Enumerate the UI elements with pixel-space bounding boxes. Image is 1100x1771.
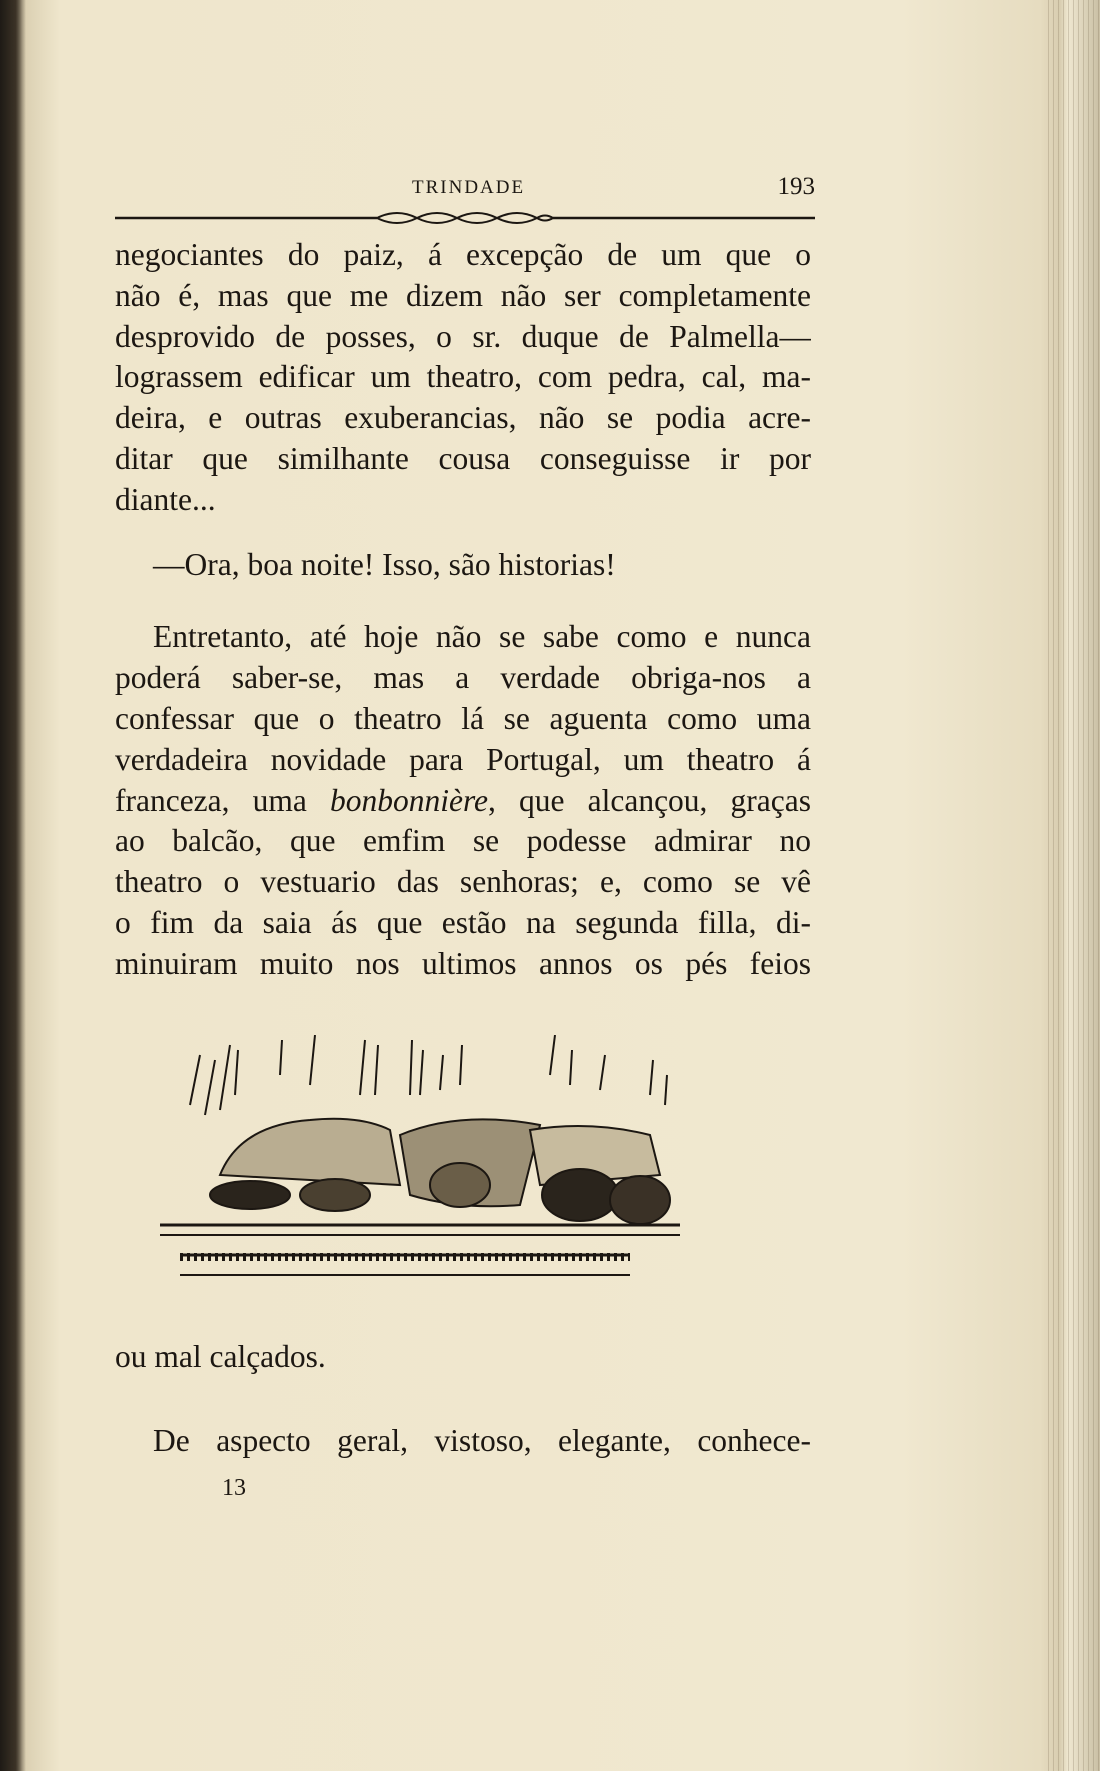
text-line: ou mal calçados. bbox=[115, 1339, 326, 1374]
text-line bbox=[115, 781, 811, 822]
text-line: o fim da saia ás que estão na segunda filla, di- bbox=[115, 904, 811, 940]
paragraph-gap bbox=[115, 521, 811, 545]
text-line: desprovido de posses, o sr. duque de Palmella— bbox=[115, 318, 811, 354]
italic-word: bonbonnière bbox=[329, 782, 489, 818]
text-line: verdadeira novidade para Portugal, um theatro á bbox=[115, 741, 811, 777]
page-number: 193 bbox=[777, 173, 815, 200]
ornamental-rule bbox=[115, 208, 815, 232]
engraving-illustration bbox=[160, 1035, 770, 1325]
text-line: poderá saber-se, mas a verdade obriga-nos a bbox=[115, 660, 811, 696]
text-line: lograssem edificar um theatro, com pedra, cal, ma- bbox=[115, 359, 811, 395]
signature-mark: 13 bbox=[222, 1475, 246, 1501]
text-line: minuiram muito nos ultimos annos os pés feios bbox=[115, 945, 811, 981]
text-line: ditar que similhante cousa conseguisse ir por bbox=[115, 440, 811, 476]
text-line: ao balcão, que emfim se podesse admirar no bbox=[115, 823, 811, 859]
text-line: diante... bbox=[115, 481, 216, 517]
text-line: negociantes do paiz, á excepção de um que o bbox=[115, 237, 811, 272]
book-spine-shadow bbox=[0, 0, 26, 1771]
text-line: confessar que o theatro lá se aguenta como uma bbox=[115, 700, 811, 736]
running-header bbox=[115, 173, 815, 203]
dialogue-line: —Ora, boa noite! Isso, são historias! bbox=[153, 546, 616, 582]
text-fragment: franceza, uma bbox=[115, 782, 330, 818]
page-edges bbox=[1048, 0, 1100, 1771]
running-title: TRINDADE bbox=[412, 177, 526, 198]
text-line: De aspecto geral, vistoso, elegante, conhece- bbox=[153, 1423, 811, 1458]
text-fragment: , que alcançou, graças bbox=[488, 782, 811, 818]
text-line: theatro o vestuario das senhoras; e, como se vê bbox=[115, 864, 811, 900]
body-text bbox=[115, 235, 811, 985]
text-line: Entretanto, até hoje não se sabe como e nunca bbox=[153, 619, 811, 655]
text-line: não é, mas que me dizem não ser completamente bbox=[115, 277, 811, 313]
text-line: deira, e outras exuberancias, não se podia acre- bbox=[115, 400, 811, 436]
paragraph-gap bbox=[115, 585, 811, 617]
